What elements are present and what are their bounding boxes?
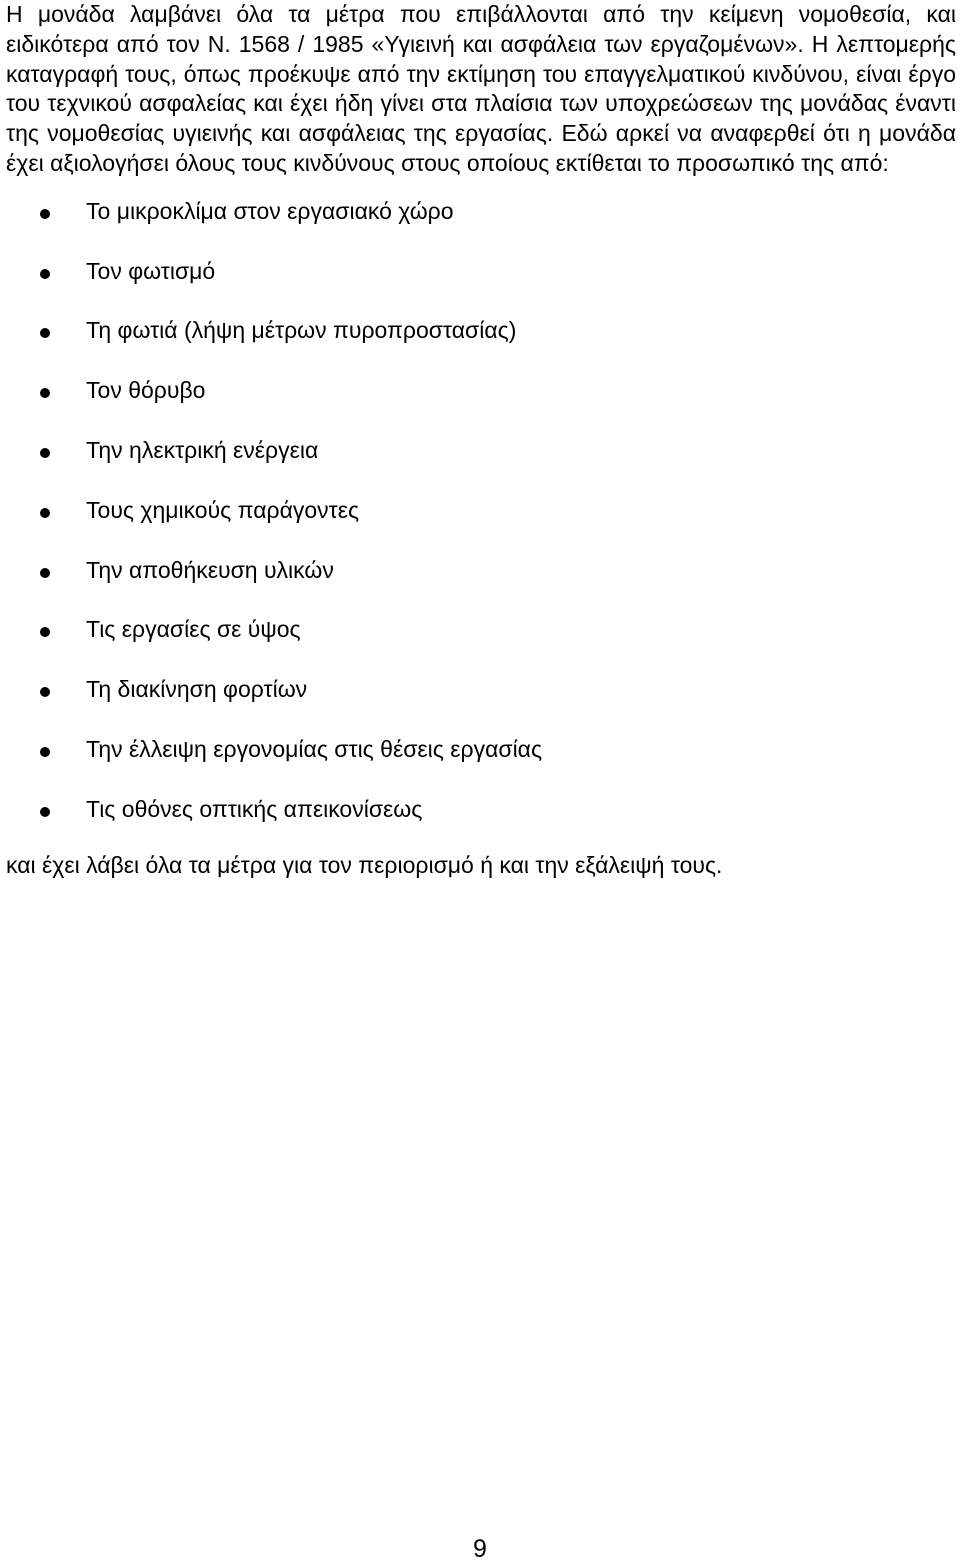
closing-sentence: και έχει λάβει όλα τα μέτρα για τον περιορισμό ή και την εξάλειψή τους. bbox=[6, 851, 723, 878]
list-item bbox=[6, 377, 956, 440]
list-item-text: Το μικροκλίμα στον εργασιακό χώρο bbox=[86, 197, 454, 224]
list-item-text: Τη φωτιά (λήψη μέτρων πυροπροστασίας) bbox=[86, 317, 517, 344]
bullet-icon bbox=[40, 807, 50, 817]
list-item-text: Τις εργασίες σε ύψος bbox=[86, 616, 301, 643]
list-item bbox=[6, 436, 956, 500]
list-item-text: Την αποθήκευση υλικών bbox=[86, 556, 334, 583]
bullet-icon bbox=[40, 209, 50, 219]
bullet-icon bbox=[40, 627, 50, 637]
bullet-icon bbox=[40, 269, 50, 279]
page-number: 9 bbox=[473, 1535, 487, 1563]
intro-paragraph: Η μονάδα λαμβάνει όλα τα μέτρα που επιβάλλονται από την κείμενη νομοθεσία, και ειδικότερα από τον Ν. 1568 / 1985 «Υγιεινή και ασφάλεια των εργαζομένων». Η λεπτομερής καταγραφή τους, όπως προέκυψε από την εκτίμηση του επαγγελματικού κινδύνου, είναι έργο του τεχνικού ασφαλείας και έχει ήδη γίνει στα πλαίσια των υποχρεώσεων της μονάδας έναντι της νομοθεσίας υγιεινής και ασφάλειας της εργασίας. Εδώ αρκεί να αναφερθεί ότι η μονάδα έχει αξιολογήσει όλους τους κινδύνους στους οποίους εκτίθεται το προσωπικό της από: bbox=[6, 1, 956, 176]
list-item bbox=[6, 257, 956, 321]
list-item bbox=[6, 676, 956, 739]
list-item-text: Τις οθόνες οπτικής απεικονίσεως bbox=[86, 795, 423, 822]
list-item bbox=[6, 197, 956, 261]
bullet-icon bbox=[40, 388, 50, 398]
list-item-text: Τη διακίνηση φορτίων bbox=[86, 676, 308, 703]
bullet-icon bbox=[40, 747, 50, 757]
list-item bbox=[6, 795, 956, 859]
document-page bbox=[6, 0, 956, 880]
bullet-icon bbox=[40, 508, 50, 518]
list-item-text: Την ηλεκτρική ενέργεια bbox=[86, 436, 319, 463]
list-item bbox=[6, 556, 956, 620]
list-item bbox=[6, 735, 956, 799]
bullet-icon bbox=[40, 328, 50, 338]
list-item-text: Τον φωτισμό bbox=[86, 257, 216, 284]
bullet-icon bbox=[40, 448, 50, 458]
bullet-icon bbox=[40, 568, 50, 578]
list-item bbox=[6, 317, 956, 380]
bullet-icon bbox=[40, 687, 50, 697]
list-item-text: Τους χημικούς παράγοντες bbox=[86, 496, 360, 523]
list-item-text: Την έλλειψη εργονομίας στις θέσεις εργασίας bbox=[86, 735, 543, 762]
list-item bbox=[6, 616, 956, 679]
list-item bbox=[6, 496, 956, 560]
risk-list bbox=[6, 197, 956, 859]
list-item-text: Τον θόρυβο bbox=[86, 377, 206, 404]
